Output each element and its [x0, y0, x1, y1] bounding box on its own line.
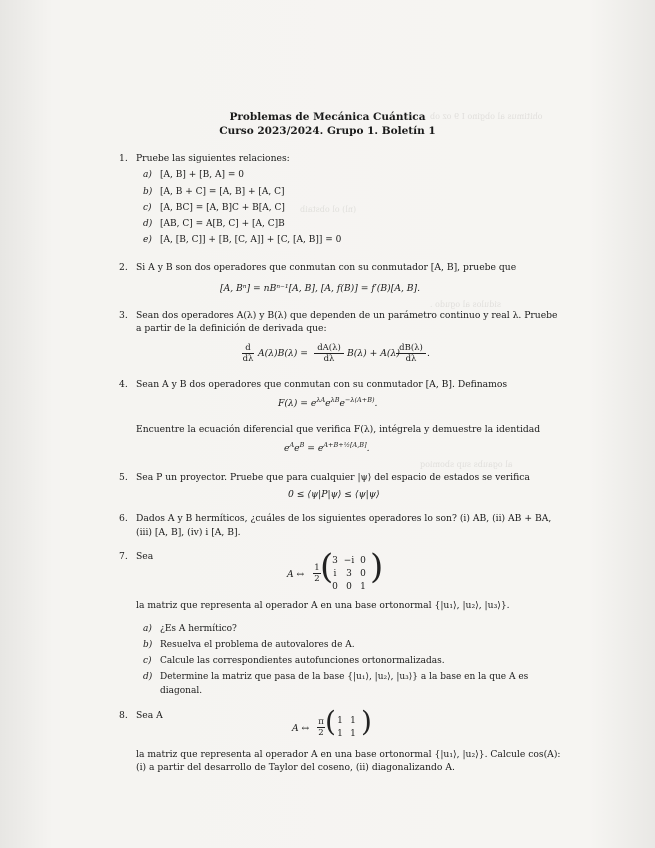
problem-1a-label: a) — [143, 170, 152, 180]
bleed-through-text: sidulos al ogudo . — [430, 300, 501, 309]
frac-numerator: dB(λ) — [399, 343, 423, 353]
problem-7d-label: d) — [143, 672, 153, 682]
problem-8-number: 8. — [119, 710, 128, 721]
problem-7a-label: a) — [143, 624, 152, 634]
matrix-cell: 1 — [360, 582, 366, 592]
matrix-cell: 1 — [337, 729, 343, 739]
problem-1d-label: d) — [143, 219, 153, 229]
matrix-cell: 3 — [346, 569, 352, 579]
problem-8-lhs: A ↔ — [292, 723, 310, 734]
derivative-dB — [396, 343, 426, 364]
problem-6-line1: Dados A y B hermíticos, ¿cuáles de los siguientes operadores lo son? (i) AB, (ii) AB + BA, — [136, 513, 552, 524]
problem-7-text: Sea — [136, 551, 154, 562]
matrix-cell: 0 — [360, 569, 366, 579]
problem-8-coefficient — [317, 717, 325, 738]
problem-2-number: 2. — [119, 262, 128, 273]
matrix-cell: 1 — [350, 716, 356, 726]
problem-5-text: Sea P un proyector. Pruebe que para cualquier |ψ⟩ del espacio de estados se verifica — [136, 472, 530, 483]
bleed-through-text: al ogaubs sup sbomioq — [420, 460, 513, 469]
frac-denominator: dλ — [323, 354, 335, 364]
problem-1-text: Pruebe las siguientes relaciones: — [136, 153, 290, 164]
problem-1c-label: c) — [143, 203, 152, 213]
frac-numerator: 1 — [314, 563, 320, 573]
problem-4-text2: Encuentre la ecuación diferencial que verifica F(λ), intégrela y demuestre la identidad — [136, 424, 541, 435]
problem-7c-text: Calcule las correspondientes autofunciones ortonormalizadas. — [160, 656, 445, 666]
matrix-cell: 0 — [332, 582, 338, 592]
problem-3-mid: B(λ) + A(λ) — [347, 348, 400, 359]
matrix-cell: 0 — [346, 582, 352, 592]
problem-1c-text: [A, BC] = [A, B]C + B[A, C] — [160, 203, 285, 213]
problem-2-equation: [A, Bⁿ] = nBⁿ⁻¹[A, B], [A, f(B)] = f′(B)[A, B]. — [220, 283, 421, 294]
problem-6-line2: (iii) [A, B], (iv) i [A, B]. — [136, 527, 241, 538]
problem-7a-text: ¿Es A hermítico? — [160, 624, 237, 634]
page-subtitle: Curso 2023/2024. Grupo 1. Boletín 1 — [219, 125, 436, 137]
frac-denominator: dλ — [405, 354, 417, 364]
right-paren: ) — [361, 705, 372, 738]
derivative-operator — [242, 343, 254, 364]
problem-1b-text: [A, B + C] = [A, B] + [A, C] — [160, 187, 285, 197]
matrix-cell: 1 — [337, 716, 343, 726]
problem-6-number: 6. — [119, 513, 128, 524]
bleed-through-text: (nl) ol obstaib — [300, 205, 357, 214]
problem-2-text: Si A y B son dos operadores que conmutan con su conmutador [A, B], pruebe que — [136, 262, 517, 273]
problem-3-end: . — [427, 348, 430, 359]
bleed-through-text: ohitimus al obgino I 9 oz ob — [430, 112, 543, 121]
problem-8-line2: (i) a partir del desarrollo de Taylor del coseno, (ii) diagonalizando A. — [136, 762, 455, 773]
frac-numerator: d — [245, 343, 251, 353]
left-paren: ( — [325, 705, 336, 738]
problem-4-identity: $e^Ae^B = e^{A+B+\frac{1}{2}[A,B]}$. — [284, 441, 370, 455]
problem-3-line1: Sean dos operadores A(λ) y B(λ) que dependen de un parámetro continuo y real λ. Pruebe — [136, 310, 558, 321]
problem-7b-text: Resuelva el problema de autovalores de A. — [160, 640, 355, 650]
frac-denominator: 2 — [314, 574, 320, 584]
problem-1d-text: [AB, C] = A[B, C] + [A, C]B — [160, 219, 285, 229]
problem-4-text: Sean A y B dos operadores que conmutan con su conmutador [A, B]. Definamos — [136, 379, 508, 390]
problem-7-lhs: A ↔ — [287, 569, 305, 580]
problem-4-number: 4. — [119, 379, 128, 390]
problem-1e-label: e) — [143, 235, 152, 245]
problem-7b-label: b) — [143, 640, 153, 650]
problem-7d-text2: diagonal. — [160, 686, 203, 696]
matrix-cell: 0 — [360, 556, 366, 566]
frac-numerator: dA(λ) — [317, 343, 341, 353]
derivative-dA — [314, 343, 344, 364]
problem-7-after: la matriz que representa al operador A en una base ortonormal {|u₁⟩, |u₂⟩, |u₃⟩}. — [136, 600, 510, 611]
problem-7c-label: c) — [143, 656, 152, 666]
left-paren: ( — [320, 547, 334, 587]
problem-7-number: 7. — [119, 551, 128, 562]
problem-5-equation: 0 ≤ ⟨ψ|P|ψ⟩ ≤ ⟨ψ|ψ⟩ — [288, 489, 380, 500]
problem-1e-text: [A, [B, C]] + [B, [C, A]] + [C, [A, B]] = 0 — [160, 235, 342, 245]
problem-1a-text: [A, B] + [B, A] = 0 — [160, 170, 244, 180]
problem-3-line2: a partir de la definición de derivada que: — [136, 323, 327, 334]
problem-7d-text: Determine la matriz que pasa de la base {|u₁⟩, |u₂⟩, |u₃⟩} a la base en la que A es — [160, 672, 529, 682]
frac-denominator: dλ — [242, 354, 254, 364]
problem-4-equation: $F(\lambda) = e^{\lambda A}e^{\lambda B}e^{-\lambda(A+B)}$. — [278, 396, 378, 410]
matrix-cell: 3 — [332, 556, 338, 566]
matrix-cell: 1 — [350, 729, 356, 739]
problem-3-lhs: A(λ)B(λ) = — [258, 348, 308, 359]
matrix-cell: i — [333, 569, 337, 579]
frac-numerator: π — [318, 717, 324, 727]
matrix-cell: −i — [343, 556, 355, 566]
right-paren: ) — [370, 547, 384, 587]
problem-8-text: Sea A — [136, 710, 163, 721]
problem-5-number: 5. — [119, 472, 128, 483]
problem-8-line1: la matriz que representa al operador A en una base ortonormal {|u₁⟩, |u₂⟩}. Calcule cos(A): — [136, 749, 561, 760]
problem-1b-label: b) — [143, 187, 153, 197]
problem-1-number: 1. — [119, 153, 128, 164]
page-title: Problemas de Mecánica Cuántica — [229, 111, 426, 123]
frac-denominator: 2 — [318, 728, 324, 738]
problem-3-number: 3. — [119, 310, 128, 321]
